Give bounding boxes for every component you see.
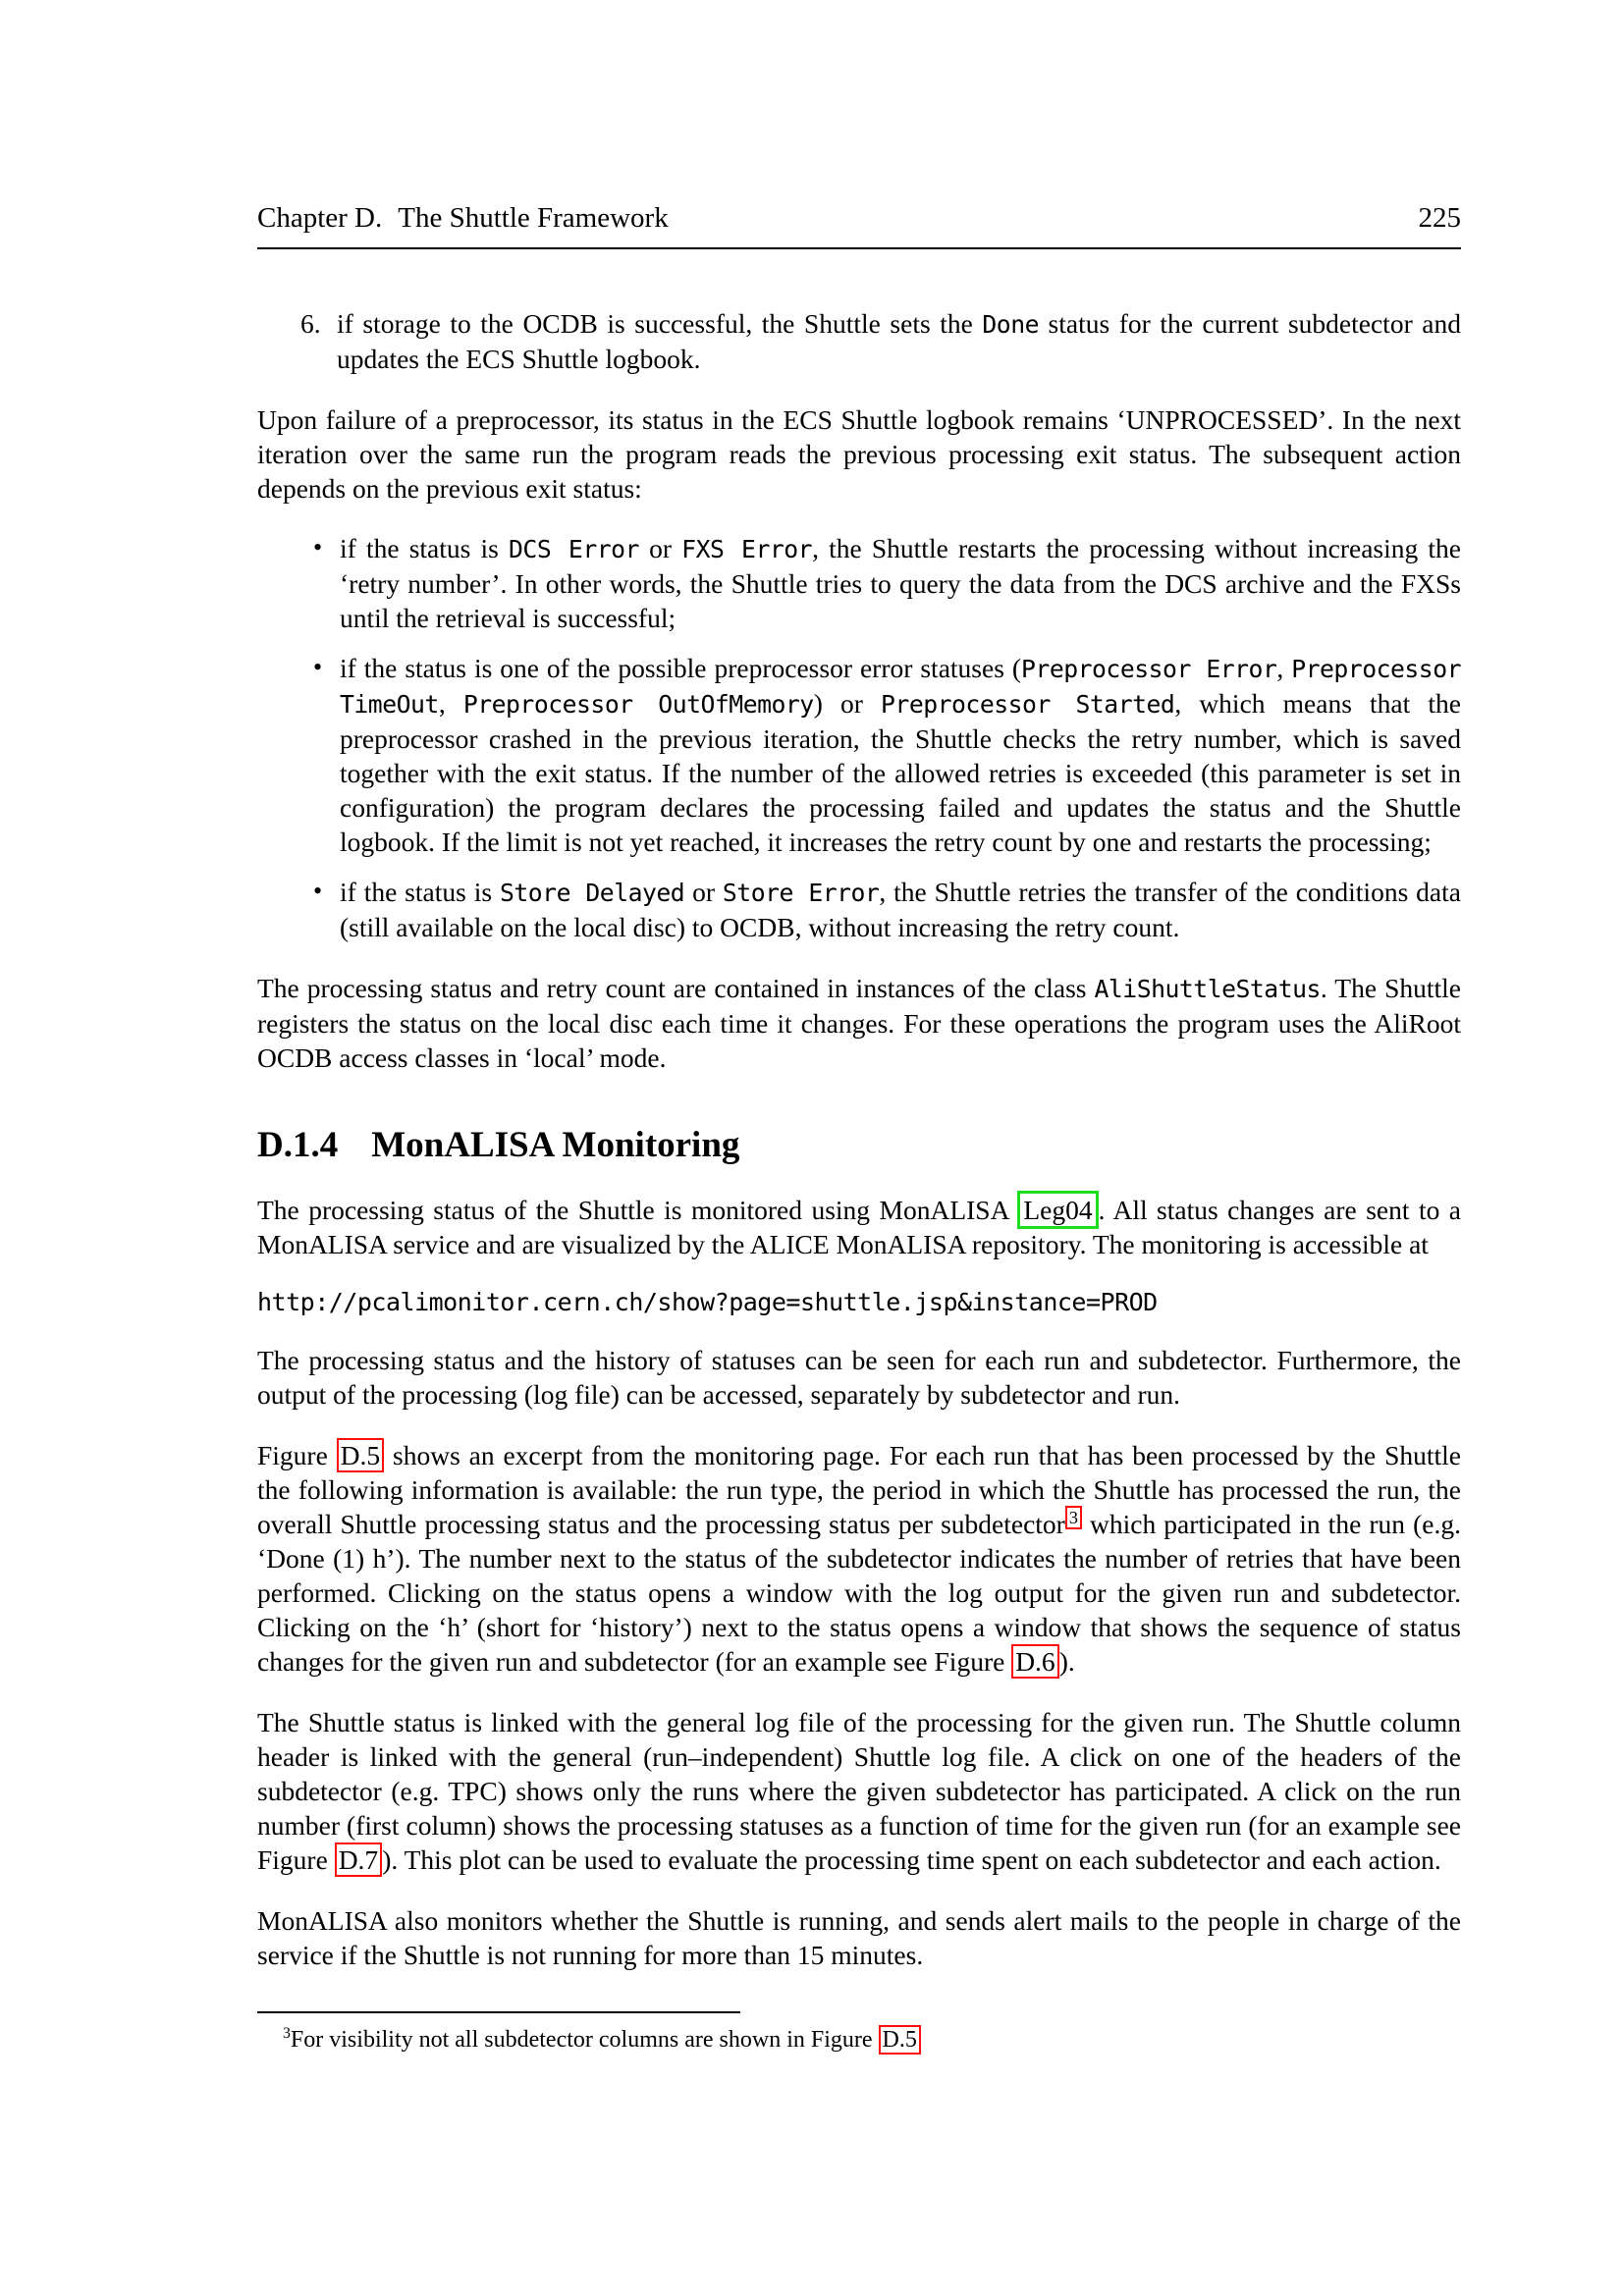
chapter-label: Chapter D. (257, 202, 383, 234)
footnote (257, 2011, 1461, 2056)
bullet-text: if the status is one of the possible preprocessor error statuses (Preprocessor Error, Preprocessor TimeOut, Preprocessor OutOfMemory) or Preprocessor Started, which means that the preprocessor crashed in the previous iteration, the Shuttle checks the retry number, which is saved together with the exit status. If the number of the allowed retries is exceeded (this parameter is set in configuration) the program declares the processing failed and updates the status and the Shuttle logbook. If the limit is not yet reached, it increases the retry count by one and restarts the processing; (340, 653, 1462, 857)
inline-code: Store Delayed (499, 879, 685, 907)
list-item-number: 6. (300, 308, 321, 339)
bullet-text: if the status is Store Delayed or Store Error, the Shuttle retries the transfer of the conditions data (still available on the local disc) to OCDB, without increasing the retry count. (340, 877, 1461, 942)
figure-ref-d6[interactable]: D.6 (1011, 1644, 1059, 1679)
inline-code: Preprocessor OutOfMemory (462, 690, 814, 719)
paragraph-shuttle-links: The Shuttle status is linked with the general log file of the processing for the given run. The Shuttle column header is linked with the general (run–independent) Shuttle log file. A click on one of the headers of the subdetector (e.g. TPC) shows only the runs where the given subdetector has participated. A click on the run number (first column) shows the processing statuses as a function of time for the given run (for an example see Figure D.7 ). This plot can be used to evaluate the processing time spent on each subdetector and each action. (257, 1707, 1461, 1875)
footnote-body: For visibility not all subdetector columns are shown in Figure D.5 (291, 2025, 921, 2055)
footnote-rule (257, 2011, 740, 2013)
bullet-item-dcs-fxs (257, 531, 1461, 635)
paragraph-alerts: MonALISA also monitors whether the Shuttle is running, and sends alert mails to the people in charge of the service if the Shuttle is not running for more than 15 minutes. (257, 1905, 1461, 1970)
inline-code: Preprocessor Error (1021, 655, 1277, 683)
inline-code: Preprocessor Started (881, 690, 1175, 719)
footnote-ref-3[interactable]: 3 (1065, 1506, 1082, 1529)
footnote-figure-ref-d5[interactable]: D.5 (879, 2025, 921, 2055)
footnote-marker: 3 (283, 2025, 291, 2042)
paragraph-status-class: The processing status and retry count are contained in instances of the class AliShuttleStatus. The Shuttle registers the status on the local disc each time it changes. For these operations the program uses the AliRoot OCDB access classes in ‘local’ mode. (257, 973, 1461, 1073)
bullet-icon: • (313, 653, 323, 681)
bullet-text: if the status is DCS Error or FXS Error, the Shuttle restarts the processing without increasing the ‘retry number’. In other words, the Shuttle tries to query the data from the DCS archive and the FXSs until the retrieval is successful; (340, 533, 1462, 633)
chapter-title: The Shuttle Framework (398, 202, 669, 234)
list-item-6 (257, 306, 1461, 376)
page-content (257, 202, 1461, 2056)
footnote-text (257, 2025, 1461, 2056)
paragraph-history: The processing status and the history of statuses can be seen for each run and subdetector. Furthermore, the output of the processing (log file) can be accessed, separately by subdetector and run. (257, 1345, 1461, 1410)
bullet-icon: • (313, 877, 323, 905)
citation-ref-leg04[interactable]: Leg04 (1017, 1191, 1098, 1229)
inline-code: Preprocessor TimeOut (340, 655, 1462, 719)
running-header-left (257, 202, 669, 235)
running-header (257, 202, 1461, 249)
monitoring-url[interactable]: http://pcalimonitor.cern.ch/show?page=shuttle.jsp&instance=PROD (257, 1288, 1158, 1316)
paragraph-upon-failure: Upon failure of a preprocessor, its status in the ECS Shuttle logbook remains ‘UNPROCESSED’. In the next iteration over the same run the program reads the previous processing exit status. The subsequent action depends on the previous exit status: (257, 404, 1461, 504)
inline-code: AliShuttleStatus (1094, 975, 1321, 1003)
figure-ref-d7[interactable]: D.7 (335, 1842, 383, 1877)
inline-code: FXS Error (681, 535, 813, 563)
inline-code: Done (982, 310, 1039, 339)
page-number: 225 (1418, 202, 1461, 234)
bullet-item-store-errors (257, 875, 1461, 944)
paragraph-monalisa: The processing status of the Shuttle is monitored using MonALISA Leg04 . All status changes are sent to a MonALISA service and are visualized by the ALICE MonALISA repository. The monitoring is accessible at (257, 1193, 1461, 1261)
paragraph-figure-d5: Figure D.5 shows an excerpt from the monitoring page. For each run that has been processed by the Shuttle the following information is available: the run type, the period in which the Shuttle has processed the run, the overall Shuttle processing status and the processing status per subdetector $^3$ which participated in the run (e.g. ‘Done (1) h’). The number next to the status of the subdetector indicates the number of retries that have been performed. Clicking on the status opens a window with the log output for the given run and subdetector. Clicking on the ‘h’ (short for ‘history’) next to the status opens a window that shows the sequence of status changes for the given run and subdetector (for an example see Figure D.6 ). (257, 1440, 1461, 1677)
section-heading (257, 1124, 1461, 1166)
section-title: MonALISA Monitoring (371, 1125, 740, 1165)
bullet-item-preprocessor-errors (257, 651, 1461, 859)
bullet-icon: • (313, 533, 323, 561)
bullet-list (257, 531, 1461, 944)
section-number: D.1.4 (257, 1125, 339, 1165)
list-item-text: if storage to the OCDB is successful, the Shuttle sets the Done status for the current subdetector and updates the ECS Shuttle logbook. (337, 308, 1462, 374)
inline-code: Store Error (722, 879, 880, 907)
inline-code: DCS Error (509, 535, 639, 563)
figure-ref-d5[interactable]: D.5 (337, 1438, 385, 1472)
